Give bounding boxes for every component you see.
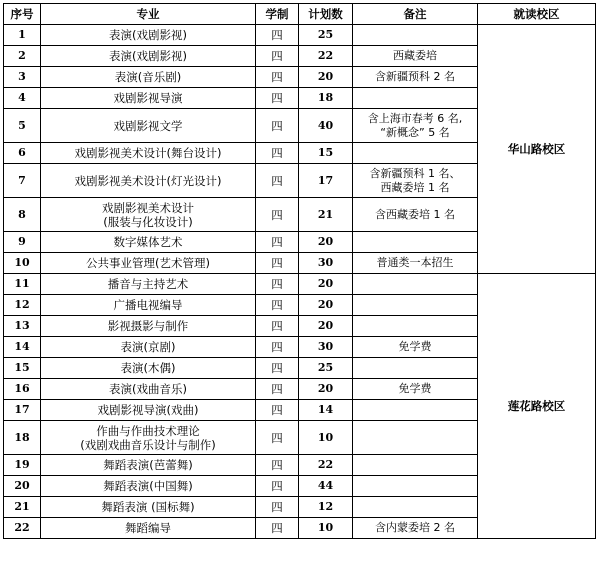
row-years: 四 [256,88,299,109]
row-plan: 40 [299,109,353,143]
row-no: 7 [4,164,41,198]
row-years: 四 [256,358,299,379]
row-years: 四 [256,316,299,337]
row-no: 5 [4,109,41,143]
row-years: 四 [256,421,299,455]
row-major: 表演(戏剧影视) [41,46,256,67]
row-years: 四 [256,109,299,143]
row-years: 四 [256,400,299,421]
row-major: 戏剧影视美术设计(灯光设计) [41,164,256,198]
row-plan: 12 [299,497,353,518]
row-years: 四 [256,274,299,295]
row-major: 舞蹈表演 (国标舞) [41,497,256,518]
row-no: 21 [4,497,41,518]
row-note [353,497,478,518]
row-no: 11 [4,274,41,295]
row-years: 四 [256,253,299,274]
row-years: 四 [256,143,299,164]
row-years: 四 [256,164,299,198]
row-plan: 15 [299,143,353,164]
header-years: 学制 [256,4,299,25]
row-plan: 20 [299,274,353,295]
row-no: 9 [4,232,41,253]
row-note: 含新疆预科 2 名 [353,67,478,88]
row-major: 表演(音乐剧) [41,67,256,88]
row-note [353,274,478,295]
row-major: 舞蹈表演(中国舞) [41,476,256,497]
row-years: 四 [256,232,299,253]
enrollment-table [3,3,596,539]
row-major: 作曲与作曲技术理论 (戏剧戏曲音乐设计与制作) [41,421,256,455]
row-no: 3 [4,67,41,88]
row-note: 含新疆预科 1 名、 西藏委培 1 名 [353,164,478,198]
row-plan: 20 [299,295,353,316]
row-major: 影视摄影与制作 [41,316,256,337]
row-years: 四 [256,518,299,539]
row-major: 戏剧影视美术设计 (服装与化妆设计) [41,198,256,232]
row-plan: 25 [299,358,353,379]
row-no: 8 [4,198,41,232]
row-major: 舞蹈编导 [41,518,256,539]
row-plan: 20 [299,67,353,88]
row-note: 西藏委培 [353,46,478,67]
row-plan: 30 [299,253,353,274]
header-row [4,4,596,25]
row-plan: 44 [299,476,353,497]
row-note: 含西藏委培 1 名 [353,198,478,232]
row-plan: 10 [299,518,353,539]
row-note: 含上海市春考 6 名, “新概念” 5 名 [353,109,478,143]
row-plan: 22 [299,455,353,476]
row-plan: 20 [299,379,353,400]
row-note [353,455,478,476]
row-years: 四 [256,198,299,232]
row-no: 6 [4,143,41,164]
row-no: 19 [4,455,41,476]
row-no: 20 [4,476,41,497]
header-plan: 计划数 [299,4,353,25]
row-plan: 30 [299,337,353,358]
row-note [353,295,478,316]
row-major: 数字媒体艺术 [41,232,256,253]
row-major: 戏剧影视导演 [41,88,256,109]
row-major: 舞蹈表演(芭蕾舞) [41,455,256,476]
row-major: 戏剧影视美术设计(舞台设计) [41,143,256,164]
row-no: 13 [4,316,41,337]
row-note: 普通类一本招生 [353,253,478,274]
row-years: 四 [256,67,299,88]
row-no: 2 [4,46,41,67]
row-major: 广播电视编导 [41,295,256,316]
row-years: 四 [256,379,299,400]
row-no: 10 [4,253,41,274]
row-no: 12 [4,295,41,316]
row-years: 四 [256,25,299,46]
row-plan: 20 [299,316,353,337]
campus-huashan: 华山路校区 [478,25,596,274]
row-note [353,476,478,497]
row-no: 4 [4,88,41,109]
row-plan: 14 [299,400,353,421]
row-note [353,25,478,46]
row-major: 播音与主持艺术 [41,274,256,295]
row-plan: 17 [299,164,353,198]
table-row [4,274,596,295]
row-no: 18 [4,421,41,455]
row-note: 含内蒙委培 2 名 [353,518,478,539]
table-row [4,25,596,46]
row-plan: 18 [299,88,353,109]
row-no: 1 [4,25,41,46]
row-note: 免学费 [353,379,478,400]
row-plan: 10 [299,421,353,455]
header-note: 备注 [353,4,478,25]
row-plan: 25 [299,25,353,46]
row-years: 四 [256,476,299,497]
row-note [353,358,478,379]
row-no: 22 [4,518,41,539]
row-years: 四 [256,295,299,316]
header-major: 专业 [41,4,256,25]
row-major: 表演(京剧) [41,337,256,358]
row-note [353,143,478,164]
row-note [353,316,478,337]
row-no: 14 [4,337,41,358]
row-no: 16 [4,379,41,400]
campus-lianhua: 莲花路校区 [478,274,596,539]
row-major: 戏剧影视导演(戏曲) [41,400,256,421]
row-major: 表演(戏曲音乐) [41,379,256,400]
row-years: 四 [256,455,299,476]
row-major: 公共事业管理(艺术管理) [41,253,256,274]
row-major: 表演(木偶) [41,358,256,379]
row-note [353,232,478,253]
row-plan: 20 [299,232,353,253]
row-major: 表演(戏剧影视) [41,25,256,46]
row-years: 四 [256,337,299,358]
row-note [353,88,478,109]
row-major: 戏剧影视文学 [41,109,256,143]
row-no: 15 [4,358,41,379]
row-note [353,421,478,455]
row-no: 17 [4,400,41,421]
row-plan: 22 [299,46,353,67]
row-years: 四 [256,497,299,518]
row-plan: 21 [299,198,353,232]
row-note: 免学费 [353,337,478,358]
row-note [353,400,478,421]
header-campus: 就读校区 [478,4,596,25]
row-years: 四 [256,46,299,67]
header-no: 序号 [4,4,41,25]
